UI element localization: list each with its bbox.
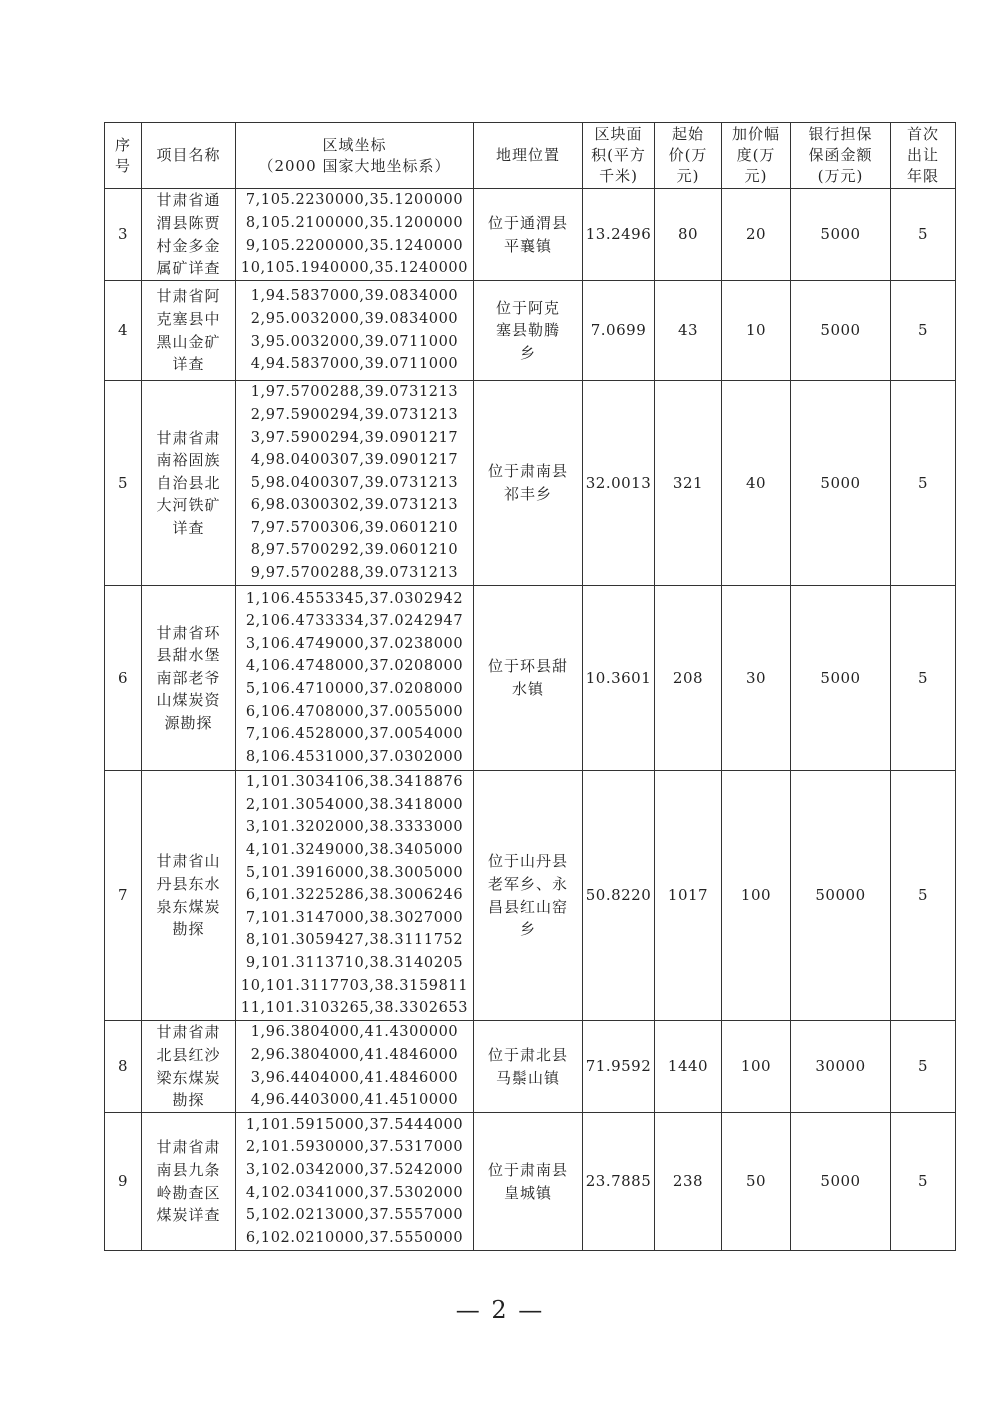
guarantee-cell: 5000	[791, 189, 891, 281]
project-name-cell-line: 村金多金	[156, 236, 221, 255]
location-cell-line: 乡	[519, 343, 536, 362]
term-cell: 5	[891, 189, 956, 281]
row-number-cell: 4	[105, 281, 142, 381]
project-name-cell-line: 山煤炭资	[156, 691, 221, 710]
row-number-cell: 3	[105, 189, 142, 281]
coordinates-cell-line: 1,101.3034106,38.3418876	[245, 774, 464, 791]
start-price-cell: 43	[655, 281, 722, 381]
project-name-cell-line: 梁东煤炭	[156, 1068, 221, 1087]
row-number-cell: 6	[105, 586, 142, 771]
table-row	[105, 1021, 956, 1113]
location-cell-line: 位于山丹县	[487, 852, 568, 871]
header-line: 保函金额	[808, 146, 873, 164]
location-cell-line: 位于通渭县	[487, 213, 568, 232]
coordinates-cell-line: 10,105.1940000,35.1240000	[240, 260, 469, 277]
project-name-cell-line: 甘肃省阿	[156, 287, 221, 306]
coordinates-cell-line: 7,106.4528000,37.0054000	[245, 726, 464, 743]
project-name-cell	[142, 189, 236, 281]
mining-rights-table	[104, 122, 956, 1251]
row-number-cell: 8	[105, 1021, 142, 1113]
project-name-cell-line: 勘探	[172, 920, 205, 939]
project-name-cell-line: 详查	[172, 355, 205, 374]
location-cell	[474, 281, 583, 381]
project-name-cell-line: 渭县陈贾	[156, 213, 221, 232]
project-name-cell	[142, 586, 236, 771]
term-cell: 5	[891, 586, 956, 771]
area-cell: 71.9592	[583, 1021, 655, 1113]
table-row	[105, 189, 956, 281]
table-header-row	[105, 123, 956, 189]
coordinates-cell	[236, 189, 474, 281]
project-name-cell	[142, 381, 236, 586]
header-line: 加价幅	[731, 125, 780, 143]
header-line: 号	[114, 156, 131, 175]
coordinates-cell-line: 3,101.3202000,38.3333000	[245, 819, 464, 836]
coordinates-cell-line: 9,97.5700288,39.0731213	[250, 565, 459, 582]
header-line: 积(平方	[591, 146, 646, 164]
coordinates-cell-line: 4,101.3249000,38.3405000	[245, 842, 464, 859]
coordinates-cell-line: 6,106.4708000,37.0055000	[245, 703, 464, 720]
header-line: 出让	[906, 146, 939, 164]
coordinates-cell-line: 6,101.3225286,38.3006246	[245, 887, 464, 904]
area-cell: 10.3601	[583, 586, 655, 771]
location-cell-line: 皇城镇	[503, 1183, 552, 1202]
project-name-cell-line: 甘肃省环	[156, 623, 221, 642]
project-name-cell-line: 甘肃省肃	[156, 1138, 221, 1157]
table-row	[105, 1113, 956, 1251]
header-line: 起始	[671, 125, 704, 143]
coordinates-cell-line: 6,98.0300302,39.0731213	[250, 497, 459, 514]
table-row	[105, 771, 956, 1021]
coordinates-cell-line: 1,96.3804000,41.4300000	[250, 1024, 459, 1041]
project-name-cell	[142, 771, 236, 1021]
table-row	[105, 381, 956, 586]
project-name-cell-line: 克塞县中	[156, 309, 221, 328]
term-cell: 5	[891, 1113, 956, 1251]
row-number-cell: 9	[105, 1113, 142, 1251]
coordinates-cell-line: 3,102.0342000,37.5242000	[245, 1161, 464, 1178]
coordinates-cell-line: 8,101.3059427,38.3111752	[245, 932, 464, 949]
coordinates-cell-line: 3,97.5900294,39.0901217	[250, 429, 459, 446]
row-number-cell: 5	[105, 381, 142, 586]
project-name-cell-line: 甘肃省肃	[156, 428, 221, 447]
project-name-cell-line: 甘肃省肃	[156, 1023, 221, 1042]
coordinates-cell-line: 8,106.4531000,37.0302000	[245, 748, 464, 765]
project-name-cell-line: 南裕固族	[156, 451, 221, 470]
header-line: 地理位置	[495, 146, 560, 164]
location-cell-line: 位于肃北县	[487, 1045, 568, 1064]
area-cell: 50.8220	[583, 771, 655, 1021]
header-line: （2000 国家大地坐标系）	[258, 156, 451, 175]
header-line: 度(万	[736, 146, 776, 164]
start-price-cell: 321	[655, 381, 722, 586]
header-line: 千米)	[599, 167, 638, 185]
project-name-cell-line: 南部老爷	[156, 668, 221, 687]
coordinates-cell-line: 1,97.5700288,39.0731213	[250, 384, 459, 401]
location-cell-line: 水镇	[511, 680, 544, 698]
coordinates-cell	[236, 1021, 474, 1113]
coordinates-cell-line: 4,106.4748000,37.0208000	[245, 658, 464, 675]
header-line: 元)	[744, 167, 768, 185]
project-name-cell-line: 勘探	[172, 1091, 205, 1110]
project-name-cell-line: 黑山金矿	[156, 332, 221, 351]
area-cell: 7.0699	[583, 281, 655, 381]
project-name-cell-line: 自治县北	[156, 473, 221, 492]
project-name-cell-line: 大河铁矿	[156, 496, 221, 515]
increment-cell: 10	[722, 281, 791, 381]
term-cell: 5	[891, 281, 956, 381]
coordinates-cell-line: 2,101.5930000,37.5317000	[245, 1139, 464, 1156]
project-name-cell	[142, 1021, 236, 1113]
table-row	[105, 586, 956, 771]
coordinates-cell-line: 1,94.5837000,39.0834000	[250, 288, 459, 305]
coordinates-cell-line: 5,98.0400307,39.0731213	[250, 474, 459, 491]
increment-cell: 100	[722, 771, 791, 1021]
location-cell	[474, 189, 583, 281]
project-name-cell	[142, 1113, 236, 1251]
start-price-cell: 1017	[655, 771, 722, 1021]
coordinates-cell-line: 5,106.4710000,37.0208000	[245, 681, 464, 697]
location-cell-line: 乡	[519, 920, 536, 939]
project-name-cell-line: 北县红沙	[156, 1045, 221, 1064]
header-line: 区块面	[594, 125, 643, 143]
header-coords	[236, 123, 474, 189]
project-name-cell-line: 甘肃省通	[156, 191, 221, 210]
coordinates-cell	[236, 586, 474, 771]
project-name-cell-line: 源勘探	[164, 713, 213, 732]
coordinates-cell-line: 11,101.3103265,38.3302653	[240, 1000, 469, 1017]
guarantee-cell: 5000	[791, 586, 891, 771]
location-cell-line: 塞县勒腾	[495, 321, 560, 340]
coordinates-cell-line: 7,101.3147000,38.3027000	[245, 909, 464, 926]
header-no	[105, 123, 142, 189]
area-cell: 13.2496	[583, 189, 655, 281]
header-line: 元)	[676, 167, 700, 185]
location-cell-line: 祁丰乡	[503, 485, 552, 503]
coordinates-cell-line: 7,105.2230000,35.1200000	[245, 192, 464, 209]
area-cell: 32.0013	[583, 381, 655, 586]
table-row	[105, 281, 956, 381]
guarantee-cell: 5000	[791, 381, 891, 586]
area-cell: 23.7885	[583, 1113, 655, 1251]
term-cell: 5	[891, 1021, 956, 1113]
guarantee-cell: 5000	[791, 281, 891, 381]
coordinates-cell-line: 10,101.3117703,38.3159811	[240, 977, 469, 994]
project-name-cell-line: 属矿详查	[156, 259, 221, 278]
coordinates-cell	[236, 281, 474, 381]
increment-cell: 50	[722, 1113, 791, 1251]
project-name-cell-line: 岭勘查区	[156, 1183, 221, 1202]
coordinates-cell-line: 4,98.0400307,39.0901217	[250, 452, 459, 469]
increment-cell: 30	[722, 586, 791, 771]
start-price-cell: 80	[655, 189, 722, 281]
coordinates-cell-line: 2,97.5900294,39.0731213	[250, 406, 459, 423]
header-name	[142, 123, 236, 189]
location-cell-line: 老军乡、永	[487, 874, 568, 893]
header-line: 序	[114, 135, 131, 154]
coordinates-cell-line: 6,102.0210000,37.5550000	[245, 1229, 464, 1246]
coordinates-cell-line: 4,94.5837000,39.0711000	[250, 356, 459, 373]
coordinates-cell-line: 1,101.5915000,37.5444000	[245, 1116, 464, 1133]
header-line: (万元)	[817, 167, 864, 185]
project-name-cell-line: 详查	[172, 518, 205, 537]
header-area	[583, 123, 655, 189]
coordinates-cell-line: 2,96.3804000,41.4846000	[250, 1046, 459, 1063]
start-price-cell: 208	[655, 586, 722, 771]
header-line: 价(万	[668, 146, 708, 164]
coordinates-cell-line: 8,97.5700292,39.0601210	[250, 542, 459, 559]
coordinates-cell-line: 5,102.0213000,37.5557000	[245, 1207, 464, 1224]
location-cell-line: 位于肃南县	[487, 462, 568, 481]
location-cell	[474, 586, 583, 771]
location-cell-line: 位于阿克	[495, 298, 560, 317]
coordinates-cell-line: 3,95.0032000,39.0711000	[250, 333, 459, 350]
location-cell	[474, 1021, 583, 1113]
location-cell-line: 位于环县甜	[487, 657, 568, 676]
project-name-cell-line: 泉东煤炭	[156, 897, 221, 916]
header-line: 首次	[906, 125, 939, 143]
header-term	[891, 123, 956, 189]
coordinates-cell-line: 9,101.3113710,38.3140205	[245, 954, 464, 971]
location-cell	[474, 771, 583, 1021]
table-body	[105, 189, 956, 1251]
start-price-cell: 1440	[655, 1021, 722, 1113]
guarantee-cell: 5000	[791, 1113, 891, 1251]
project-name-cell-line: 煤炭详查	[156, 1206, 221, 1225]
increment-cell: 20	[722, 189, 791, 281]
increment-cell: 100	[722, 1021, 791, 1113]
coordinates-cell-line: 2,101.3054000,38.3418000	[245, 796, 464, 813]
coordinates-cell-line: 9,105.2200000,35.1240000	[245, 237, 464, 254]
coordinates-cell	[236, 1113, 474, 1251]
guarantee-cell: 30000	[791, 1021, 891, 1113]
mining-rights-table-container	[104, 122, 955, 1251]
header-line: 项目名称	[156, 146, 221, 164]
location-cell	[474, 381, 583, 586]
coordinates-cell-line: 2,106.4733334,37.0242947	[245, 613, 464, 630]
header-line: 年限	[906, 167, 939, 185]
guarantee-cell: 50000	[791, 771, 891, 1021]
header-increment	[722, 123, 791, 189]
increment-cell: 40	[722, 381, 791, 586]
coordinates-cell-line: 1,106.4553345,37.0302942	[245, 590, 464, 607]
coordinates-cell-line: 8,105.2100000,35.1200000	[245, 214, 464, 231]
project-name-cell-line: 丹县东水	[156, 874, 221, 893]
project-name-cell-line: 县甜水堡	[156, 646, 221, 665]
coordinates-cell-line: 4,102.0341000,37.5302000	[245, 1184, 464, 1201]
coordinates-cell-line: 5,101.3916000,38.3005000	[245, 864, 464, 881]
project-name-cell-line: 南县九条	[156, 1160, 221, 1179]
project-name-cell-line: 甘肃省山	[156, 852, 221, 871]
location-cell-line: 马鬃山镇	[495, 1068, 560, 1087]
project-name-cell	[142, 281, 236, 381]
header-line: 区域坐标	[322, 135, 387, 154]
location-cell	[474, 1113, 583, 1251]
coordinates-cell	[236, 381, 474, 586]
coordinates-cell-line: 2,95.0032000,39.0834000	[250, 310, 459, 327]
coordinates-cell-line: 7,97.5700306,39.0601210	[250, 519, 459, 536]
start-price-cell: 238	[655, 1113, 722, 1251]
header-location	[474, 123, 583, 189]
location-cell-line: 昌县红山窑	[487, 897, 568, 916]
location-cell-line: 平襄镇	[503, 236, 552, 255]
term-cell: 5	[891, 771, 956, 1021]
coordinates-cell-line: 3,96.4404000,41.4846000	[250, 1069, 459, 1086]
row-number-cell: 7	[105, 771, 142, 1021]
coordinates-cell	[236, 771, 474, 1021]
coordinates-cell-line: 3,106.4749000,37.0238000	[245, 635, 464, 652]
coordinates-cell-line: 4,96.4403000,41.4510000	[250, 1092, 459, 1109]
header-start-price	[655, 123, 722, 189]
location-cell-line: 位于肃南县	[487, 1160, 568, 1179]
header-line: 银行担保	[808, 125, 873, 143]
page-number: — 2 —	[455, 1296, 545, 1324]
header-guarantee	[791, 123, 891, 189]
term-cell: 5	[891, 381, 956, 586]
